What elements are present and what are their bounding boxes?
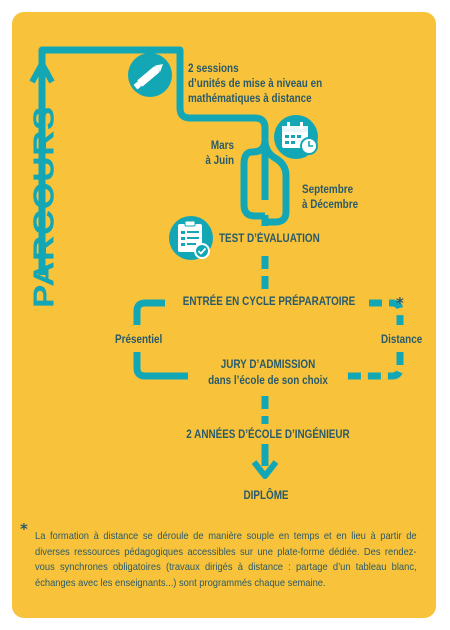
presentiel-label: Présentiel	[115, 334, 163, 346]
presentiel-loop-low	[137, 352, 188, 376]
sessions-label	[188, 62, 322, 107]
mars-label	[198, 139, 234, 169]
sessions-text: 2 sessions d’unités de mise à niveau en mathématiques à distance	[188, 63, 323, 105]
calendar-icon	[274, 115, 318, 159]
footnote-text: La formation à distance se déroule de manière souple en temps et en lieu à partir de diverses ressources pédagogiques accessibles sur une plate-forme dédiée. Des rendez-vous synchrones obligatoires (travaux dirigés à distance : partage d’un tableau blanc, échanges avec les enseignants...) sont programmés chaque semaine.	[35, 531, 417, 589]
page-title: PARCOURS	[28, 106, 60, 308]
septembre-text: Septembre à Décembre	[302, 184, 359, 211]
septembre-label	[302, 183, 358, 213]
diplome-label: DIPLÔME	[243, 490, 289, 502]
test-label: TEST D’ÉVALUATION	[219, 233, 320, 245]
distance-loop-low	[345, 352, 400, 376]
mars-text: Mars à Juin	[205, 140, 234, 167]
distance-asterisk: *	[396, 294, 404, 312]
annees-label: 2 ANNÉES D’ÉCOLE D’INGÉNIEUR	[186, 429, 350, 441]
jury-text: JURY D’ADMISSION dans l’école de son choix	[208, 359, 328, 387]
presentiel-loop	[137, 303, 165, 325]
checklist-icon	[169, 216, 213, 260]
jury-label	[208, 357, 328, 389]
distance-label: Distance	[381, 334, 423, 346]
footnote-asterisk: *	[20, 520, 28, 538]
entree-label: ENTRÉE EN CYCLE PRÉPARATOIRE	[182, 296, 356, 308]
pen-icon	[128, 53, 172, 97]
